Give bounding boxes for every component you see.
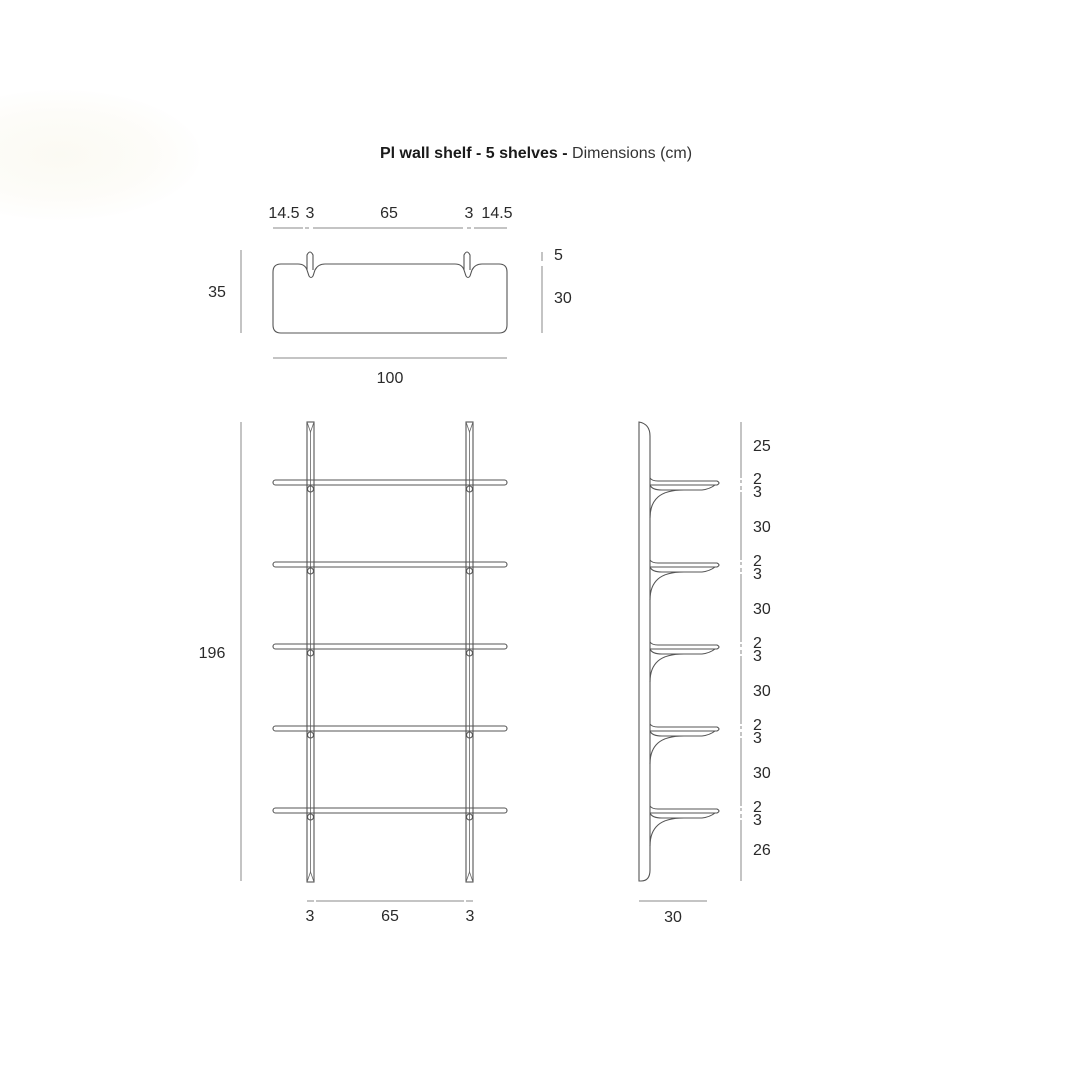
dim-label-spacing-1: 30 bbox=[753, 519, 771, 536]
right-post-slot bbox=[464, 252, 470, 270]
front-shelf-1 bbox=[273, 480, 507, 492]
shelf-top-outline bbox=[273, 264, 507, 333]
front-shelf-4 bbox=[273, 726, 507, 738]
dim-label-shelf-5-thickness: 2 bbox=[753, 799, 762, 816]
dim-label-inner-span: 65 bbox=[380, 205, 398, 222]
left-post-slot bbox=[307, 252, 313, 270]
side-bracket-1 bbox=[650, 490, 702, 518]
dim-label-spacing-4: 30 bbox=[753, 765, 771, 782]
title-product: Pl wall shelf - 5 shelves - bbox=[379, 145, 568, 162]
side-shelf-2 bbox=[650, 560, 719, 600]
dim-label-right-post: 3 bbox=[464, 205, 474, 222]
dim-label-shelf-3-thickness: 2 bbox=[753, 635, 762, 652]
side-shelf-3 bbox=[650, 642, 719, 682]
front-shelf-3 bbox=[273, 644, 507, 656]
dim-label-front-left-post: 3 bbox=[305, 908, 315, 925]
dim-label-depth-post: 5 bbox=[554, 247, 563, 264]
side-post bbox=[639, 422, 650, 881]
side-view bbox=[639, 422, 771, 926]
dim-label-shelf-4-bracket: 3 bbox=[753, 730, 762, 747]
dim-label-front-span: 65 bbox=[381, 908, 399, 925]
dim-label-left-margin: 14.5 bbox=[268, 205, 300, 222]
dim-label-spacing-2: 30 bbox=[753, 601, 771, 618]
dim-label-spacing-top: 25 bbox=[753, 438, 771, 455]
dim-label-shelf-3-bracket: 3 bbox=[753, 648, 762, 665]
dim-label-height-total: 196 bbox=[198, 645, 226, 662]
dim-label-depth-shelf: 30 bbox=[554, 290, 572, 307]
dim-label-width-total: 100 bbox=[376, 370, 404, 387]
dim-label-spacing-bottom: 26 bbox=[753, 842, 771, 859]
side-shelf-4 bbox=[650, 724, 719, 764]
dim-label-shelf-1-bracket: 3 bbox=[753, 484, 762, 501]
dim-label-shelf-1-thickness: 2 bbox=[753, 471, 762, 488]
dim-label-shelf-5-bracket: 3 bbox=[753, 812, 762, 829]
dim-label-side-depth: 30 bbox=[664, 909, 682, 926]
side-shelf-1 bbox=[650, 478, 719, 490]
side-shelf-5 bbox=[650, 806, 719, 846]
dim-label-front-right-post: 3 bbox=[465, 908, 475, 925]
dim-label-shelf-4-thickness: 2 bbox=[753, 717, 762, 734]
title-suffix: Dimensions (cm) bbox=[572, 145, 693, 162]
front-shelf-2 bbox=[273, 562, 507, 574]
dim-label-spacing-3: 30 bbox=[753, 683, 771, 700]
front-view bbox=[199, 422, 507, 925]
front-shelf-5 bbox=[273, 808, 507, 820]
dim-label-shelf-2-thickness: 2 bbox=[753, 553, 762, 570]
dim-label-shelf-2-bracket: 3 bbox=[753, 566, 762, 583]
top-view bbox=[208, 205, 572, 387]
dim-label-right-margin: 14.5 bbox=[481, 205, 513, 222]
dim-label-depth-total: 35 bbox=[208, 284, 226, 301]
dim-label-left-post: 3 bbox=[305, 205, 315, 222]
